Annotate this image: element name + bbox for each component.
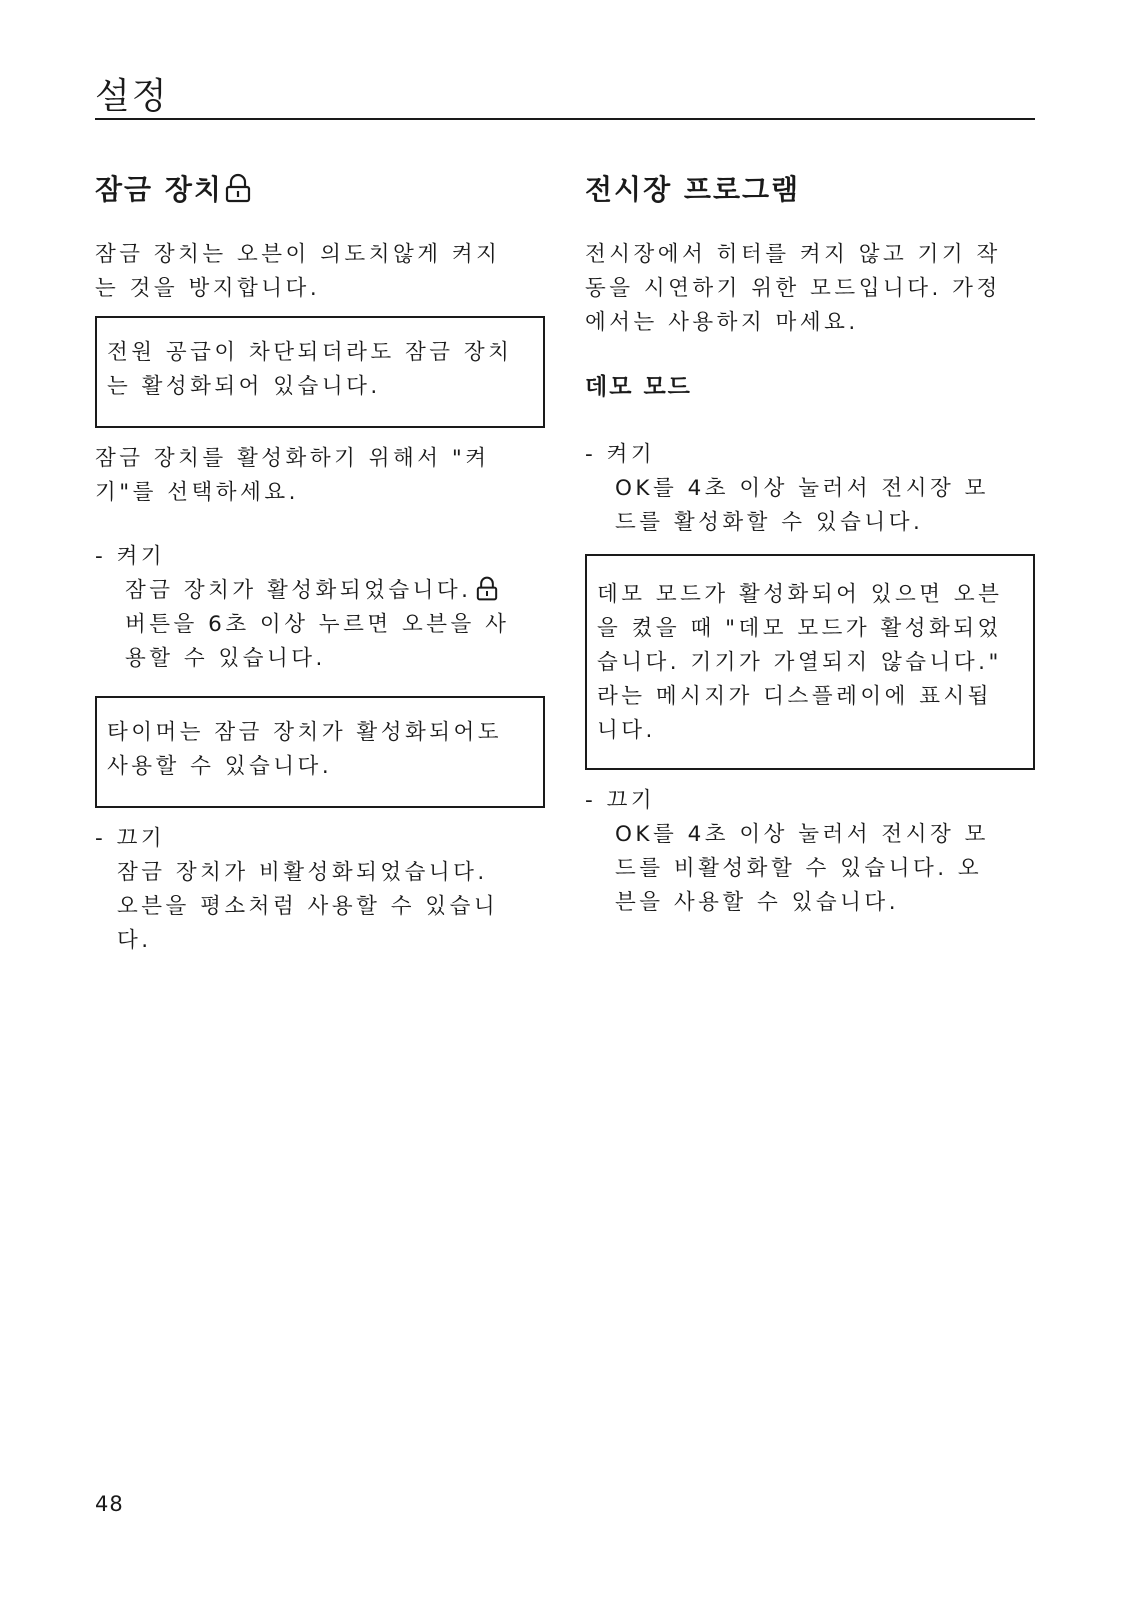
lock-intro: 잠금 장치는 오븐이 의도치않게 켜지 는 것을 방지합니다. (95, 242, 501, 301)
lock-off-label: - 끄기 (95, 826, 166, 851)
lock-icon (225, 173, 251, 203)
lock-activate-instruction: 잠금 장치를 활성화하기 위해서 "켜 기"를 선택하세요. (95, 446, 490, 505)
lock-icon (476, 576, 498, 601)
lock-on-label: - 켜기 (95, 544, 166, 569)
lock-section (95, 168, 545, 958)
demo-note-box: 데모 모드가 활성화되어 있으면 오븐 을 켰을 때 "데모 모드가 활성화되었 습니다. 기기가 가열되지 않습니다." 라는 메시지가 디스플레이에 표시됩 니다. (585, 554, 1035, 770)
page-number: 48 (95, 1492, 124, 1516)
lock-off-text: 잠금 장치가 비활성화되었습니다. 오븐을 평소처럼 사용할 수 있습니 다. (117, 860, 499, 953)
note-power-box: 전원 공급이 차단되더라도 잠금 장치 는 활성화되어 있습니다. (95, 316, 545, 428)
demo-subheading: 데모 모드 (585, 374, 692, 400)
demo-section (585, 168, 1035, 920)
title-rule (95, 118, 1035, 120)
demo-on-text: OK를 4초 이상 눌러서 전시장 모 드를 활성화할 수 있습니다. (615, 476, 989, 535)
demo-intro: 전시장에서 히터를 켜지 않고 기기 작 동을 시연하기 위한 모드입니다. 가정 에서는 사용하지 마세요. (585, 242, 1001, 335)
demo-section-heading: 전시장 프로그램 (585, 173, 801, 206)
demo-on-label: - 켜기 (585, 442, 656, 467)
lock-section-heading (95, 168, 545, 208)
lock-heading-text: 잠금 장치 (95, 173, 223, 206)
lock-on-text-2: 버튼을 6초 이상 누르면 오븐을 사 용할 수 있습니다. (125, 612, 510, 671)
lock-on-text-1-content: 잠금 장치가 활성화되었습니다. (125, 578, 472, 603)
page-title: 설정 (95, 76, 169, 117)
demo-off-text: OK를 4초 이상 눌러서 전시장 모 드를 비활성화할 수 있습니다. 오 븐을 사용할 수 있습니다. (615, 822, 989, 915)
demo-off-label: - 끄기 (585, 788, 656, 813)
note-timer-box: 타이머는 잠금 장치가 활성화되어도 사용할 수 있습니다. (95, 696, 545, 808)
lock-on-text-1 (95, 574, 545, 608)
